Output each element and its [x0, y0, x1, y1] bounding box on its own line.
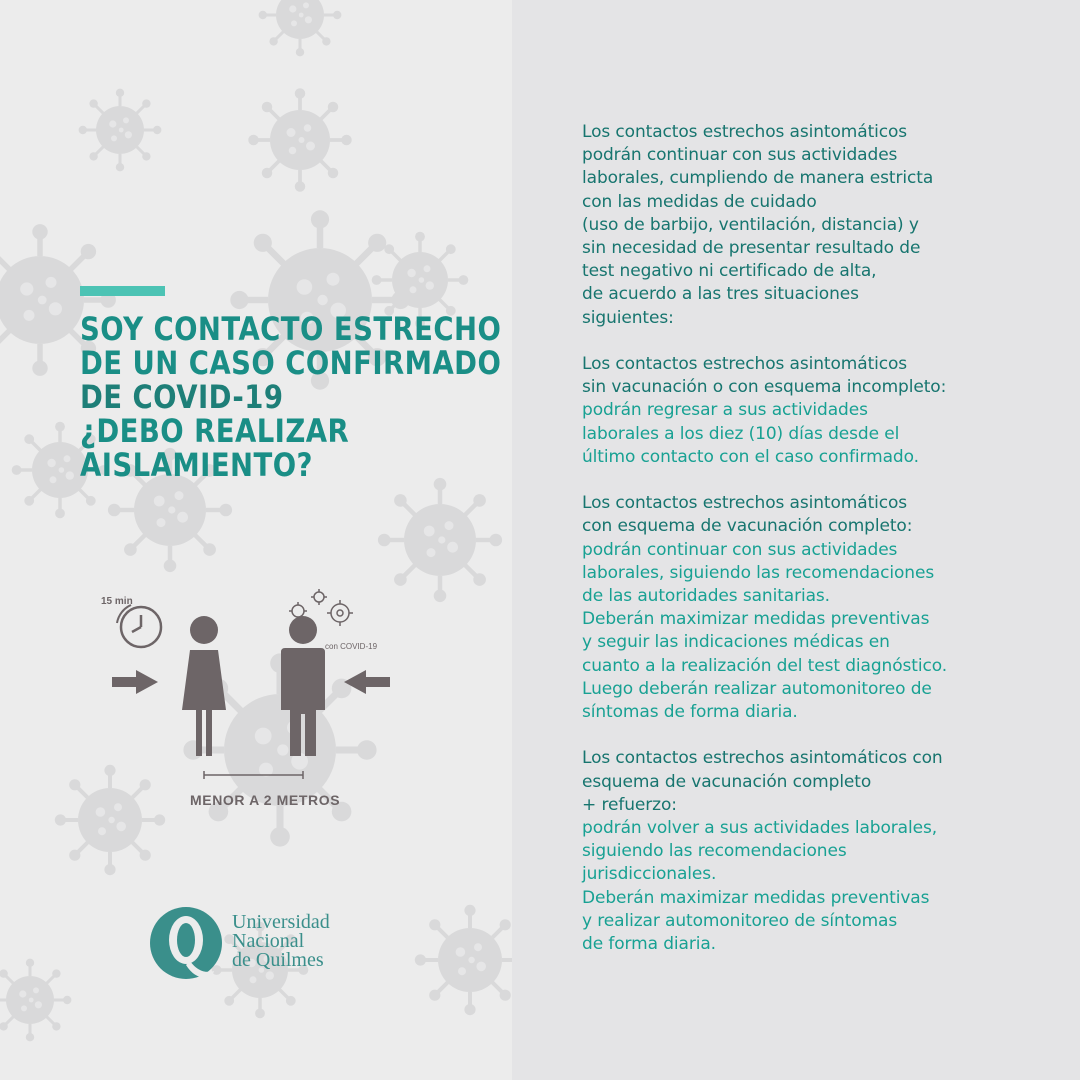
paragraph-intro	[582, 121, 1022, 330]
university-name	[232, 913, 330, 970]
distance-label: MENOR A 2 METROS	[190, 792, 341, 808]
text-line: último contacto con el caso confirmado.	[582, 446, 919, 467]
text-line: Los contactos estrechos asintomáticos	[582, 493, 908, 514]
text-line: cuanto a la realización del test diagnóstico.	[582, 655, 948, 676]
virus-icon	[0, 0, 512, 1041]
paragraph-no-vaccine	[582, 353, 1022, 469]
text-line: podrán continuar con sus actividades	[582, 145, 898, 166]
text-line: Los contactos estrechos asintomáticos	[582, 122, 908, 142]
text-line: siguientes:	[582, 307, 674, 328]
headline-line: DE COVID-19	[80, 378, 284, 416]
contact-illustration	[100, 585, 420, 785]
text-line: Los contactos estrechos asintomáticos con	[582, 748, 943, 769]
logo-line: Universidad	[232, 911, 330, 933]
text-line: y seguir las indicaciones médicas en	[582, 632, 890, 653]
text-line: de las autoridades sanitarias.	[582, 586, 830, 607]
text-line: siguiendo las recomendaciones	[582, 841, 847, 862]
distance-indicator	[204, 771, 303, 779]
headline	[80, 310, 502, 484]
man-figure-icon	[281, 616, 325, 756]
text-line: síntomas de forma diaria.	[582, 702, 798, 723]
text-line: (uso de barbijo, ventilación, distancia) y	[582, 214, 919, 235]
text-line: esquema de vacunación completo	[582, 771, 872, 792]
text-line: con esquema de vacunación completo:	[582, 516, 913, 537]
text-line: de forma diaria.	[582, 934, 716, 955]
logo-line: Nacional	[232, 930, 305, 952]
logo-line: de Quilmes	[232, 949, 324, 971]
text-line: y realizar automonitoreo de síntomas	[582, 910, 898, 931]
text-line: Deberán maximizar medidas preventivas	[582, 609, 930, 630]
text-line: con las medidas de cuidado	[582, 191, 817, 212]
clock-icon	[117, 605, 161, 647]
text-line: Deberán maximizar medidas preventivas	[582, 887, 930, 908]
covid-label: con COVID-19	[325, 642, 378, 651]
text-line: podrán volver a sus actividades laborales,	[582, 818, 938, 839]
paragraph-complete-vaccine	[582, 492, 1022, 724]
text-line: test negativo ni certificado de alta,	[582, 261, 877, 282]
text-line: laborales a los diez (10) días desde el	[582, 423, 900, 444]
text-line: + refuerzo:	[582, 794, 677, 815]
headline-line: SOY CONTACTO ESTRECHO	[80, 310, 502, 348]
paragraph-booster	[582, 747, 1022, 956]
text-line: Los contactos estrechos asintomáticos	[582, 354, 908, 375]
timer-label: 15 min	[101, 596, 133, 607]
accent-bar	[80, 286, 165, 296]
text-line: sin vacunación o con esquema incompleto:	[582, 377, 947, 398]
text-line: podrán regresar a sus actividades	[582, 400, 868, 421]
text-line: de acuerdo a las tres situaciones	[582, 284, 859, 305]
arrow-right-icon	[112, 670, 158, 694]
text-line: sin necesidad de presentar resultado de	[582, 238, 921, 259]
text-line: laborales, cumpliendo de manera estricta	[582, 168, 934, 189]
left-panel	[0, 0, 512, 1080]
text-line: laborales, siguiendo las recomendaciones	[582, 562, 935, 583]
arrow-left-icon	[344, 670, 390, 694]
headline-line: DE UN CASO CONFIRMADO	[80, 344, 502, 382]
body-text	[582, 121, 1022, 979]
woman-figure-icon	[182, 616, 226, 756]
text-line: podrán continuar con sus actividades	[582, 539, 898, 560]
text-line: Luego deberán realizar automonitoreo de	[582, 678, 932, 699]
headline-line: AISLAMIENTO?	[80, 446, 313, 484]
text-line: jurisdiccionales.	[582, 864, 717, 885]
headline-line: ¿DEBO REALIZAR	[80, 412, 350, 450]
